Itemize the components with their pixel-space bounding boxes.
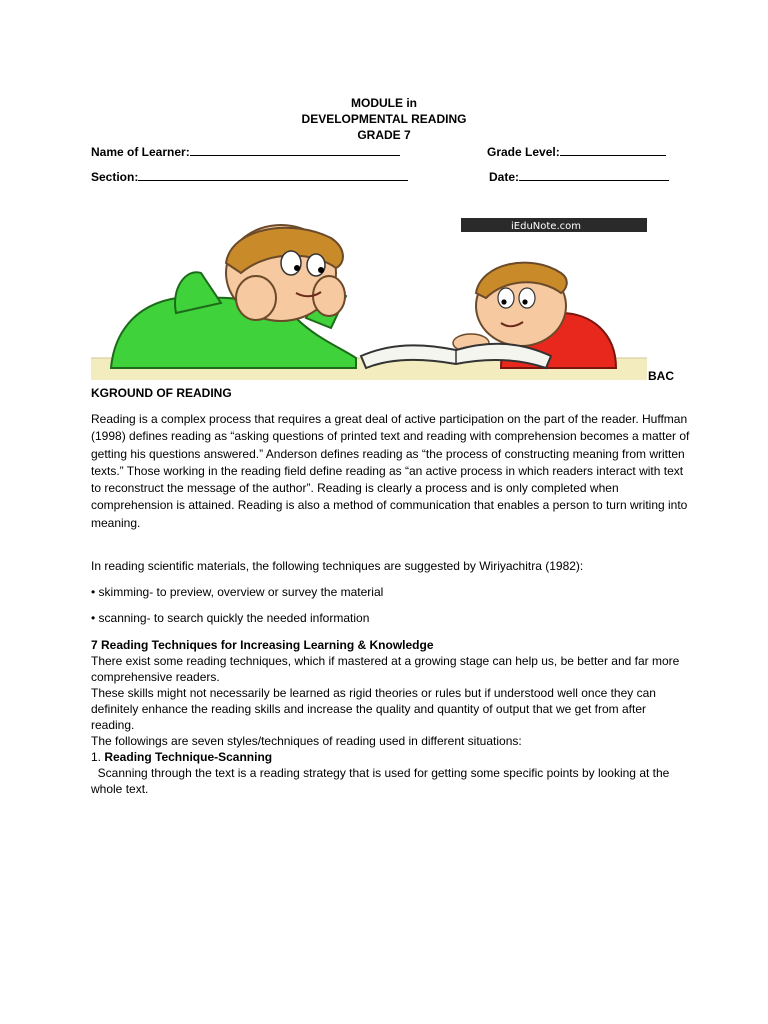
- technique-item-1-text: Scanning through the text is a reading strategy that is used for getting some specific points by looking at the whole text.: [91, 766, 673, 796]
- grade-level-field: [487, 144, 666, 159]
- name-of-learner-field: [91, 144, 400, 159]
- name-of-learner-label: Name of Learner:: [91, 145, 190, 159]
- bullet-scanning: • scanning- to search quickly the needed information: [91, 611, 370, 625]
- technique-item-1-title: Reading Technique-Scanning: [104, 750, 273, 764]
- technique-item-1: [91, 749, 691, 765]
- watermark-text: iEduNote.com: [511, 221, 581, 232]
- section-field: [91, 169, 408, 184]
- module-title-line2: DEVELOPMENTAL READING: [301, 112, 467, 126]
- date-label: Date:: [489, 170, 520, 184]
- technique-item-1-number: 1.: [91, 750, 105, 764]
- reading-illustration: [91, 218, 647, 380]
- grade-level-label: Grade Level:: [487, 145, 560, 159]
- module-title-line1: MODULE in: [351, 96, 417, 110]
- techniques-intro-paragraph: In reading scientific materials, the following techniques are suggested by Wiriyachitra (1982):: [91, 559, 584, 573]
- name-of-learner-blank[interactable]: [190, 144, 400, 156]
- module-title-line3: GRADE 7: [357, 128, 411, 142]
- reading-techniques-intro3: The followings are seven styles/techniques of reading used in different situations:: [91, 734, 522, 748]
- reading-techniques-section: [91, 637, 691, 797]
- reading-techniques-intro1: There exist some reading techniques, which if mastered at a growing stage can help us, be better and far more comprehensive readers.: [91, 654, 680, 684]
- background-paragraph: Reading is a complex process that requires a great deal of active participation on the part of the reader. Huffman (1998) defines reading as “asking questions of printed text and reading with comprehension becomes a matter of getting his questions answered.” Anderson defines reading as “the process of constructing meaning from written texts.” Those working in the reading field define reading as “an active process in which readers interact with text to reconstruct the message of the author”. Reading is clearly a process and is only completed when comprehension is attained. Reading is also a method of communication that enables a person to turn writing into meaning.: [91, 412, 690, 530]
- date-field: [489, 169, 669, 184]
- reading-illustration-svg: [91, 218, 647, 380]
- section-heading-part2: KGROUND OF READING: [91, 386, 232, 400]
- section-label: Section:: [91, 170, 139, 184]
- date-blank[interactable]: [519, 169, 669, 181]
- section-blank[interactable]: [138, 169, 408, 181]
- grade-level-blank[interactable]: [560, 144, 666, 156]
- section-heading-part1: BAC: [648, 369, 674, 383]
- bullet-skimming: • skimming- to preview, overview or survey the material: [91, 585, 384, 599]
- reading-techniques-intro2: These skills might not necessarily be learned as rigid theories or rules but if understood well once they can definitely enhance the reading skills and increase the quality and quantity of output that we get from after reading.: [91, 686, 656, 732]
- reading-techniques-heading: 7 Reading Techniques for Increasing Learning & Knowledge: [91, 638, 434, 652]
